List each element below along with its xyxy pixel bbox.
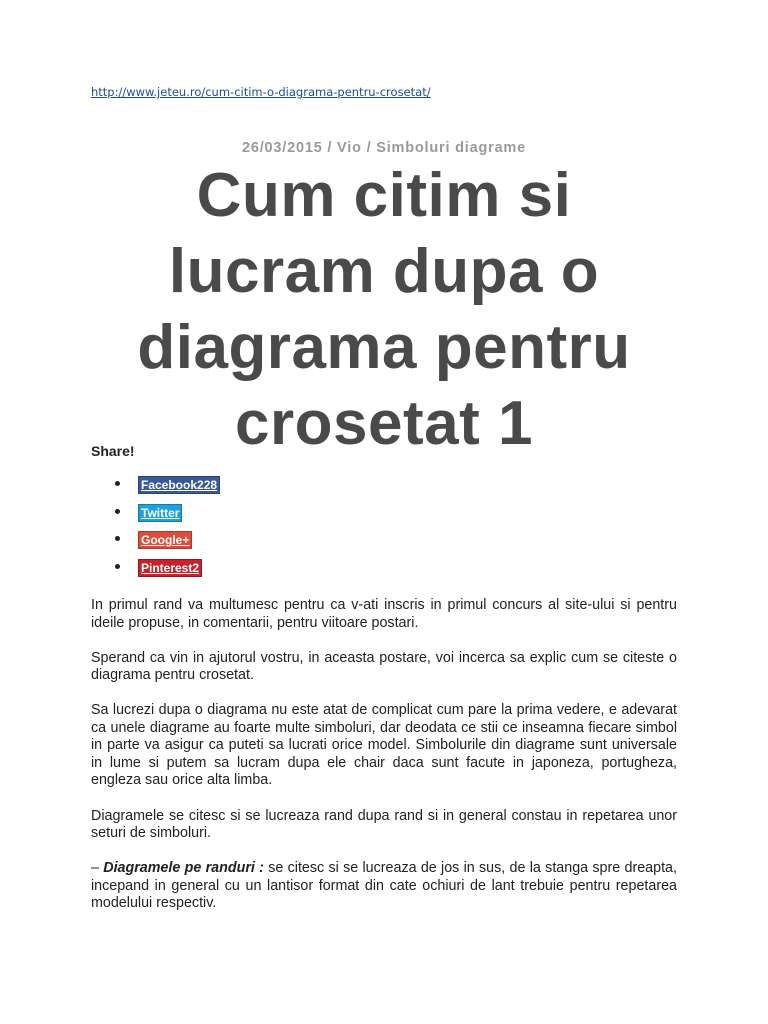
facebook-share-button[interactable]: Facebook228 [138, 476, 220, 494]
google-plus-share-button[interactable]: Google+ [138, 531, 192, 549]
share-label: Share! [91, 443, 135, 459]
paragraph-dash: – [91, 860, 104, 876]
page-title: Cum citim si lucram dupa o diagrama pentru crosetat 1 [137, 161, 631, 458]
bullet-icon [115, 509, 120, 514]
paragraph-rest: se citesc si se lucreaza de jos in sus, de la stanga spre dreapta, incepand in general cu un lantisor format din cate ochiuri de lant trebuie pentru repetarea modelului respectiv. [91, 860, 677, 911]
paragraph-3: Sa lucrezi dupa o diagrama nu este atat de complicat cum pare la prima vedere, e adevarat ca unele diagrame au foarte multe simboluri, dar deodata ce stii ce inseamna fiecare simbol in parte va asigur ca puteti sa lucrati orice model. Simbolurile din diagrame sunt universale in lume si putem sa lucram dupa ele chair daca sunt facute in japoneza, portugheza, engleza sau orice alta limba. [91, 702, 677, 788]
twitter-share-button[interactable]: Twitter [138, 504, 182, 522]
share-list [91, 476, 220, 586]
paragraph-emphasis: Diagramele pe randuri : [103, 860, 264, 876]
share-item-twitter [91, 504, 220, 532]
share-item-facebook [91, 476, 220, 504]
bullet-icon [115, 536, 120, 541]
paragraph-2: Sperand ca vin in ajutorul vostru, in aceasta postare, voi incerca sa explic cum se citeste o diagrama pentru crosetat. [91, 649, 677, 683]
post-meta: 26/03/2015 / Vio / Simboluri diagrame [241, 140, 526, 156]
pinterest-share-button[interactable]: Pinterest2 [138, 559, 202, 577]
share-item-pinterest [91, 559, 220, 587]
bullet-icon [115, 564, 120, 569]
source-link[interactable]: http://www.jeteu.ro/cum-citim-o-diagrama-pentru-crosetat/ [91, 85, 431, 99]
article-body [91, 597, 677, 930]
bullet-icon [115, 481, 120, 486]
paragraph-5 [91, 860, 677, 913]
paragraph-1: In primul rand va multumesc pentru ca v-ati inscris in primul concurs al site-ului si pentru ideile propuse, in comentarii, pentru viitoare postari. [91, 597, 677, 631]
paragraph-4: Diagramele se citesc si se lucreaza rand dupa rand si in general constau in repetarea unor seturi de simboluri. [91, 807, 677, 841]
share-item-google-plus [91, 531, 220, 559]
